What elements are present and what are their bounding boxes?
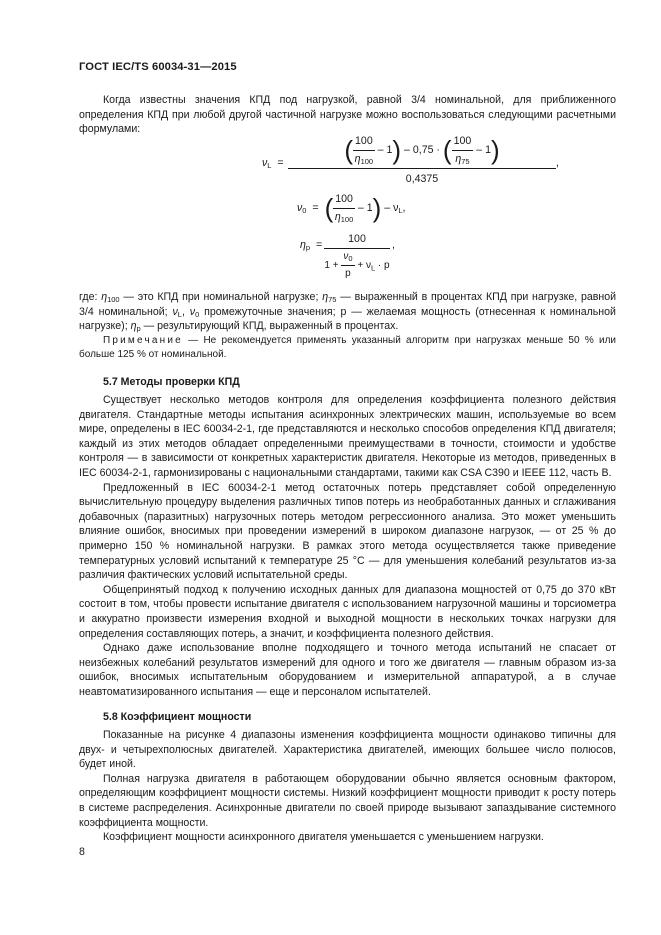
formula-eta-p: $\eta_p$ = 100 1 + $\frac{\nu_0}{p}$ + $\nu_L \cdot p$ ,: [300, 232, 410, 276]
f3-plus-vl: + ν: [357, 259, 371, 271]
f3-times-p: · p: [377, 259, 390, 271]
section-5-8-heading: 5.8 Коэффициент мощности: [103, 711, 252, 723]
f2-minus-one: – 1: [357, 201, 373, 214]
intro-paragraph: Когда известны значения КПД под нагрузкой, равной 3/4 номинальной, для приближенного определения КПД при любой другой частичной нагрузке можно воспользоваться следующими расчетными формулами:: [79, 94, 616, 136]
section-5-7-paragraph: Предложенный в IEC 60034-2-1 метод остаточных потерь представляет собой определенную вычислительную процедуру выделения различных типов потерь из необработанных данных и сглаживания добавочных (паразитных) нагрузочных потерь методом регрессионного анализа. Это может уменьшить влияние ошибок, вносимых при проведении измерений в широком диапазоне нагрузок, — от 25 % до примерно 150 % номинальной нагрузки. В рамках этого метода осуществляется также приведение температурных условий испытаний к температуре 25 °C — для уменьшения колебаний результатов из-за различия фактических условий испытательной среды.: [79, 481, 616, 582]
f1-sub-75: 75: [461, 156, 470, 166]
f2-sub-100: 100: [340, 214, 354, 224]
f1-minus-one-b: – 1: [476, 143, 491, 156]
v-desc: промежуточные значения;: [204, 305, 336, 318]
f1-denominator: 0,4375: [405, 173, 439, 186]
v-separator: ,: [181, 305, 185, 318]
eta75-desc: — выраженный в процентах КПД при нагрузке, равной 3/4 номинальной;: [79, 291, 617, 318]
f3-one-plus: 1 +: [324, 259, 339, 271]
f1-num-100a: 100: [353, 134, 375, 151]
formula-efficiency-vl: $\nu_L$ = ( $\frac{100}{\eta_{100}}$ – 1) – 0,75 · ( $\frac{100}{\eta_{75}}$ – 1) 0,4375 ,: [262, 135, 559, 186]
section-5-8-paragraph: Показанные на рисунке 4 диапазоны изменения коэффициента мощности одинаково типичны для двух- и четырехполюсных двигателей. Характеристика двигателей, имеющих большее число полюсов, будет иной.: [79, 729, 616, 771]
section-5-7-paragraph: Существует несколько методов контроля для определения коэффициента полезного действия двигателя. Стандартные методы испытания асинхронных электрических машин, используемые во всем мире, определены в IEC 60034-2-1, где представляются и несколько способов определения КПД двигателя; каждый из этих методов обладает определенными преимуществами в точности, стоимости и удобстве контроля — в зависимости от конкретных характеристик двигателя. Некоторые из методов, приведенных в IEC 60034-2-1, гармонизированы с национальными стандартами, такими как CSA C390 и IEEE 112, часть В.: [79, 394, 616, 479]
f1-eta-75: η: [455, 152, 462, 165]
p-desc: p — желаемая мощность (отнесенная к номинальной нагрузке);: [79, 305, 616, 333]
where-label: где:: [79, 291, 98, 303]
f3-v0-sub: 0: [348, 253, 353, 263]
formula-v0: $\nu_0$ = ( $\frac{100}{\eta_{100}}$ – $1) - \nu_L$,: [297, 193, 406, 224]
eta100-desc: — это КПД при номинальной нагрузке;: [123, 291, 319, 303]
f2-eta: η: [334, 210, 341, 223]
f3-lhs: η: [300, 239, 306, 251]
f1-num-100b: 100: [452, 134, 474, 151]
f2-lhs: ν: [297, 201, 303, 214]
document-header: ГОСТ IEC/TS 60034-31—2015: [79, 61, 237, 73]
f3-lhs-sub: p: [305, 243, 311, 252]
section-5-7-heading: 5.7 Методы проверки КПД: [103, 376, 240, 388]
f1-minus-one-a: – 1: [377, 143, 393, 156]
f1-sub-100: 100: [360, 156, 374, 166]
f1-lhs: ν: [262, 157, 268, 169]
note-label: Примечание: [103, 335, 183, 346]
section-5-8-body: [79, 728, 616, 845]
etap-desc: — результирующий КПД, выраженный в процентах.: [143, 320, 399, 333]
f1-coefficient: – 0,75 ·: [404, 143, 440, 156]
section-5-7-paragraph: Однако даже использование вполне подходящего и точного метода испытаний не спасает от неизбежных колебаний результатов измерений для одного и того же двигателя — главным образом из-за ошибок, вносимых испытательным оборудованием и измерительной аппаратурой, а в случае неавтоматизированного испытания — еще и персоналом испытателей.: [79, 642, 616, 698]
where-paragraph: где: $\eta_{100}$ — это КПД при номинальной нагрузке; $\eta_{75}$ — выраженный в процентах КПД при нагрузке, равной 3/4 номинальной; $\nu_L$, $\nu_0$ промежуточные значения; p — желаемая мощность (отнесенная к номинальной нагрузке); $\eta_p$ — результирующий КПД, выраженный в процентах.: [79, 291, 617, 334]
note: [79, 334, 616, 362]
f2-tail-sub: L: [398, 205, 403, 215]
f3-p: p: [345, 268, 351, 280]
f3-v0: ν: [343, 250, 349, 262]
note-text: — Не рекомендуется применять указанный алгоритм при нагрузках меньше 50 % или больше 125 % от номинальной.: [79, 335, 616, 360]
section-5-8-paragraph: Полная нагрузка двигателя в работающем оборудовании обычно является основным фактором, определяющим коэффициент мощности системы. Низкий коэффициент мощности приводит к росту потерь в системе распределения. Асинхронные двигатели по своей природе вызывают запаздывание системного коэффициента мощности.: [79, 772, 616, 829]
f3-numerator: 100: [324, 232, 390, 249]
f3-vl-sub: L: [370, 263, 376, 273]
page-number: 8: [79, 846, 85, 858]
section-5-8-paragraph: Коэффициент мощности асинхронного двигателя уменьшается с уменьшением нагрузки.: [103, 831, 544, 844]
section-5-7-body: [79, 393, 616, 699]
f2-num-100: 100: [333, 192, 355, 209]
f1-lhs-sub: L: [267, 161, 272, 170]
section-5-7-paragraph: Общепринятый подход к получению исходных данных для диапазона мощностей от 0,75 до 370 кВт состоит в том, чтобы провести испытание двигателя с использованием нагрузочной машины и торсиометра и аккуратно произвести измерения входной и выходной мощности в нескольких точках нагрузки для определения составляющих потерь, а значит, и коэффициента полезного действия.: [79, 583, 616, 640]
f1-eta-100: η: [354, 152, 361, 165]
f2-lhs-sub: 0: [302, 205, 307, 215]
f2-tail: – ν: [384, 201, 399, 214]
